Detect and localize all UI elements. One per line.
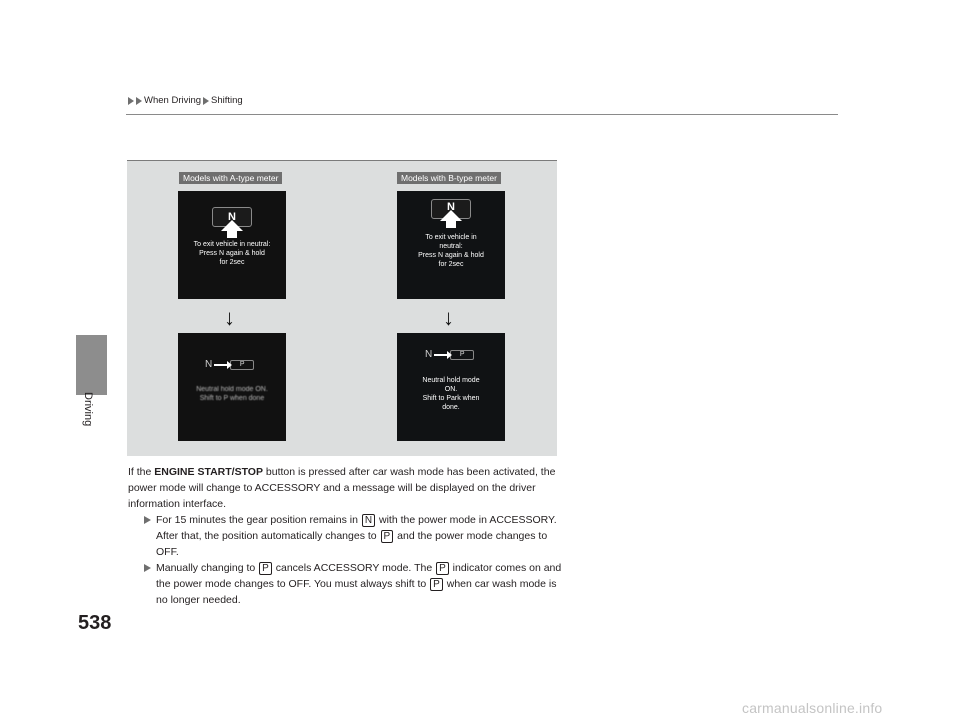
intro-paragraph: If the ENGINE START/STOP button is pressed after car wash mode has been activated, the power mode will change to ACCESSORY and a message will be displayed on the driver information interface. [128, 466, 556, 510]
a-gear-indicator: N [212, 207, 252, 227]
b-type-label: Models with B-type meter [397, 172, 501, 184]
right-arrow-icon [214, 364, 228, 366]
b-type-screen-bottom [397, 333, 505, 441]
a-top-text: To exit vehicle in neutral: Press N again & hold for 2sec [193, 241, 271, 266]
list-item: For 15 minutes the gear position remains in N with the power mode in ACCESSORY. After that, the position automatically changes to P and the power mode changes to OFF. [144, 512, 568, 560]
breadcrumb-arrow-icon [203, 97, 209, 105]
side-tab-marker [76, 335, 107, 395]
side-tab-label: Driving [82, 392, 94, 427]
key-p: P [381, 530, 394, 543]
page-number: 538 [78, 612, 112, 634]
header-rule [126, 114, 838, 115]
a-type-label: Models with A-type meter [179, 172, 282, 184]
bullet-arrow-icon [144, 516, 151, 524]
key-p: P [430, 578, 443, 591]
b-type-screen-top [397, 191, 505, 299]
list-item: Manually changing to P cancels ACCESSORY mode. The P indicator comes on and the power mode changes to OFF. You must always shift to P when car wash mode is no longer needed. [144, 560, 568, 608]
breadcrumb-item-shifting[interactable]: Shifting [211, 95, 243, 106]
key-p: P [436, 562, 449, 575]
a-type-screen-top [178, 191, 286, 299]
a-type-screen-bottom [178, 333, 286, 441]
down-arrow-icon: ↓ [224, 305, 235, 330]
down-arrow-icon: ↓ [443, 305, 454, 330]
bullet-arrow-icon [144, 564, 151, 572]
b-top-text: To exit vehicle in neutral: Press N again & hold for 2sec [418, 234, 484, 268]
breadcrumb-arrow-icon [128, 97, 134, 105]
a-bottom-text: Neutral hold mode ON. Shift to P when done [196, 386, 268, 402]
b-n-to-p-row: N P [425, 349, 474, 360]
up-arrow-stem [446, 220, 456, 228]
breadcrumb-arrow-icon [136, 97, 142, 105]
key-p: P [259, 562, 272, 575]
breadcrumb [128, 95, 245, 106]
breadcrumb-item-when-driving[interactable]: When Driving [144, 95, 202, 106]
key-n: N [362, 514, 375, 527]
a-n-to-p-row: N P [205, 359, 254, 370]
right-arrow-icon [434, 354, 448, 356]
watermark: carmanualsonline.info [742, 700, 883, 716]
b-gear-indicator: N [431, 199, 471, 219]
b-bottom-text: Neutral hold mode ON. Shift to Park when done. [422, 377, 480, 411]
body-text [128, 464, 568, 608]
figure-panel [127, 160, 557, 456]
up-arrow-stem [227, 230, 237, 238]
